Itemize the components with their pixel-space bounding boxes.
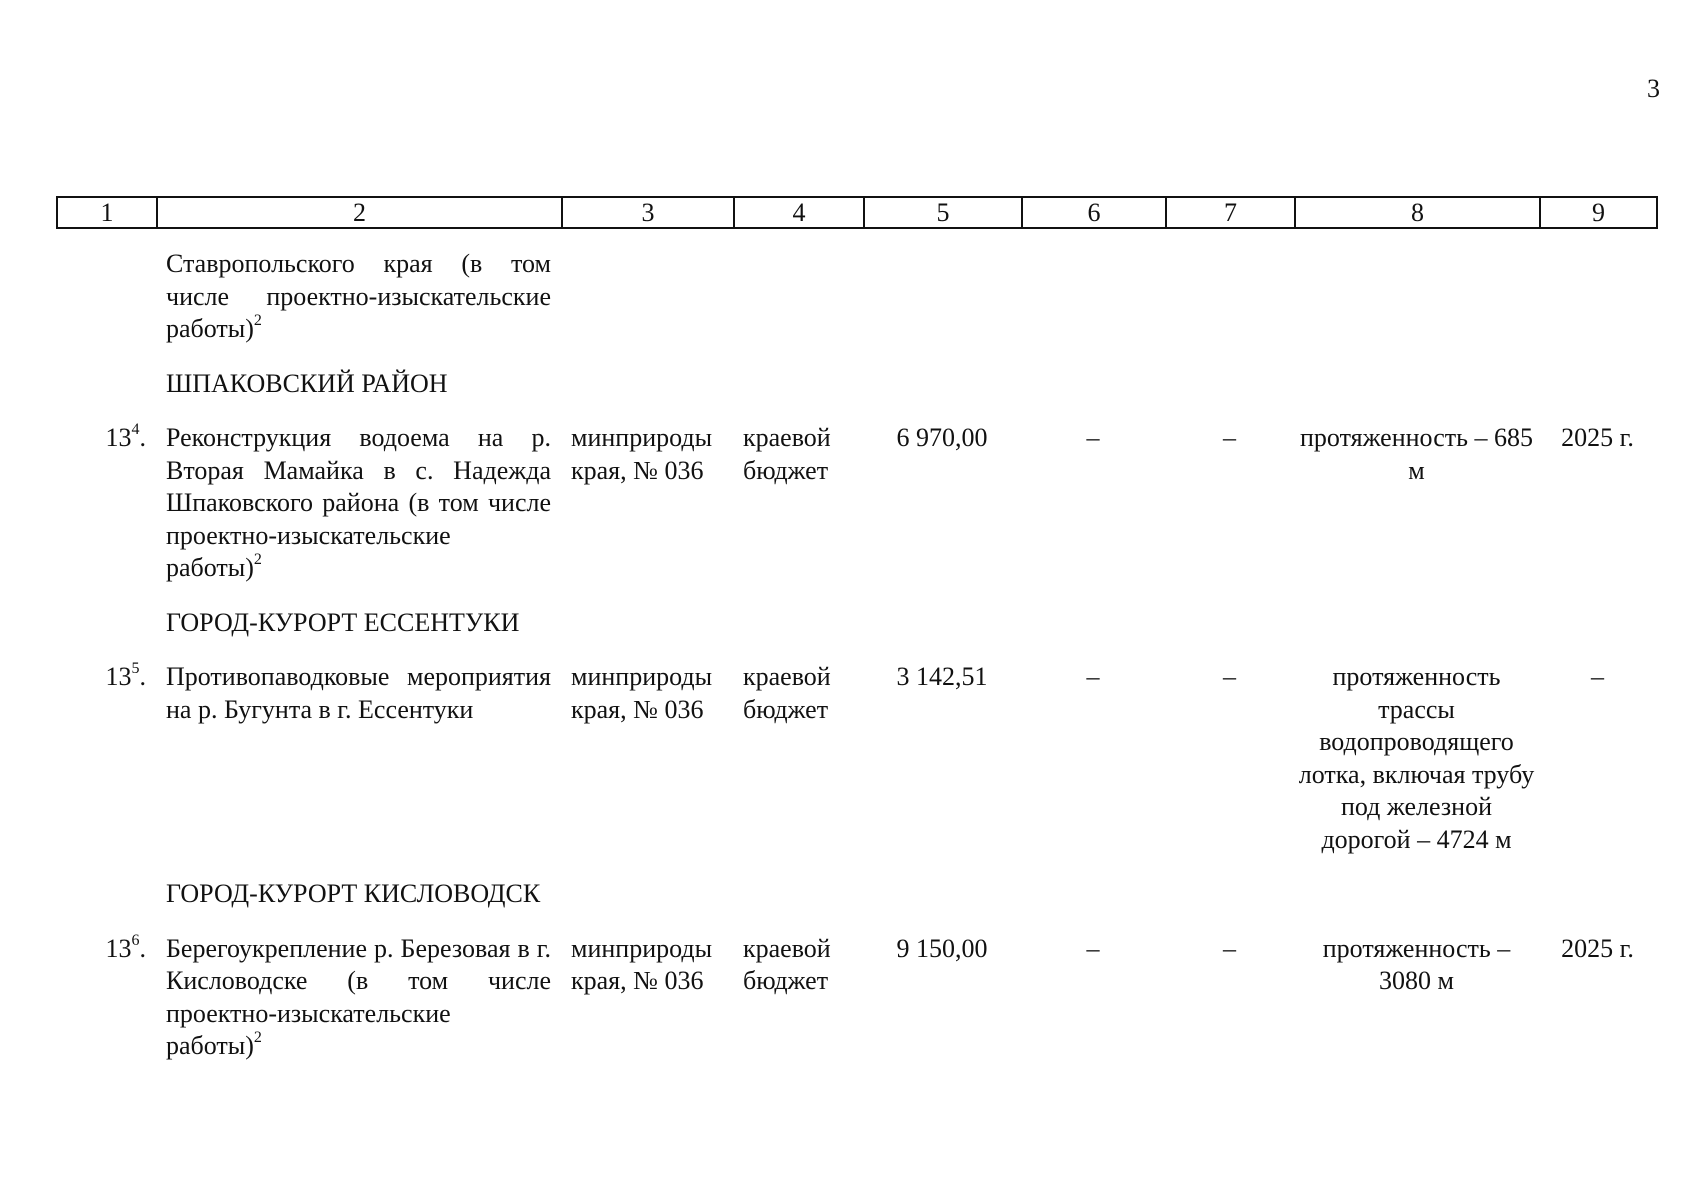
header-cell: 2 <box>157 197 562 228</box>
section-title: ГОРОД-КУРОРТ КИСЛОВОДСК <box>166 879 541 908</box>
header-cell: 4 <box>734 197 864 228</box>
header-cell: 6 <box>1022 197 1166 228</box>
header-cell: 3 <box>562 197 734 228</box>
item-year: – <box>1591 662 1604 691</box>
column-number-header <box>56 196 1658 229</box>
item-name-text: Берегоукрепление р. Березовая в г. Кисловодске (в том числе проектно-изыскательские работы) <box>166 933 551 1060</box>
item-number-sup: 6 <box>131 931 140 949</box>
continuation-text: Ставропольского края (в том числе проектно-изыскательские работы) <box>166 249 551 343</box>
item-number-dot: . <box>139 933 146 963</box>
item-customer: минприроды края, № 036 <box>571 423 713 485</box>
item-number-main: 13 <box>105 423 132 452</box>
item-col6: – <box>1086 662 1100 691</box>
item-amount: 6 970,00 <box>896 423 988 452</box>
item-name-text: Противопаводковые мероприятия на р. Бугунта в г. Ессентуки <box>166 662 551 724</box>
footnote-mark: 2 <box>253 1029 262 1047</box>
header-cell: 1 <box>57 197 157 228</box>
header-cell: 5 <box>864 197 1022 228</box>
item-name <box>156 933 561 1063</box>
section-row <box>56 856 1656 933</box>
item-col7: – <box>1223 933 1236 963</box>
item-name <box>156 661 561 856</box>
item-characteristic: протяженность трассы водопроводящего лотка, включая трубу под железной дорогой – 4724 м <box>1298 662 1535 854</box>
program-table-body <box>56 248 1656 1063</box>
item-source: краевой бюджет <box>743 933 831 995</box>
item-amount: 3 142,51 <box>896 662 988 691</box>
item-number-dot: . <box>139 423 146 452</box>
item-number-main: 13 <box>105 933 132 963</box>
table-row <box>56 661 1656 856</box>
section-row <box>56 585 1656 662</box>
item-number-sup: 4 <box>131 421 140 439</box>
page-number: 3 <box>1647 74 1660 103</box>
item-number-main: 13 <box>105 662 132 691</box>
continuation-row <box>56 248 1656 346</box>
footnote-mark: 2 <box>253 551 262 569</box>
item-number <box>56 933 156 1063</box>
section-title: ШПАКОВСКИЙ РАЙОН <box>166 368 448 398</box>
section-row <box>56 346 1656 423</box>
header-cell: 9 <box>1540 197 1657 228</box>
item-customer: минприроды края, № 036 <box>571 662 713 724</box>
item-source: краевой бюджет <box>743 662 831 724</box>
item-characteristic: протяженность – 685 м <box>1300 423 1533 485</box>
item-col6: – <box>1086 423 1100 452</box>
item-number-dot: . <box>139 662 146 691</box>
item-amount: 9 150,00 <box>896 933 988 963</box>
footnote-mark: 2 <box>253 312 262 330</box>
item-name-text: Реконструкция водоема на р. Вторая Мамайка в с. Надежда Шпаковского района (в том числе проектно-изыскательские работы) <box>166 423 551 582</box>
section-title: ГОРОД-КУРОРТ ЕССЕНТУКИ <box>166 607 520 637</box>
table-row <box>56 422 1656 585</box>
item-col7: – <box>1223 662 1236 691</box>
item-customer: минприроды края, № 036 <box>571 933 713 995</box>
item-number-sup: 5 <box>131 660 140 678</box>
item-year: 2025 г. <box>1561 933 1634 963</box>
header-cell: 7 <box>1166 197 1295 228</box>
header-cell: 8 <box>1295 197 1540 228</box>
item-source: краевой бюджет <box>743 423 831 485</box>
item-number <box>56 422 156 585</box>
item-number <box>56 661 156 856</box>
item-name <box>156 422 561 585</box>
item-characteristic: протяженность – 3080 м <box>1322 933 1511 995</box>
table-row <box>56 933 1656 1063</box>
item-year: 2025 г. <box>1561 423 1634 452</box>
item-col7: – <box>1223 423 1236 452</box>
item-col6: – <box>1086 933 1100 963</box>
continuation-name <box>156 248 561 346</box>
